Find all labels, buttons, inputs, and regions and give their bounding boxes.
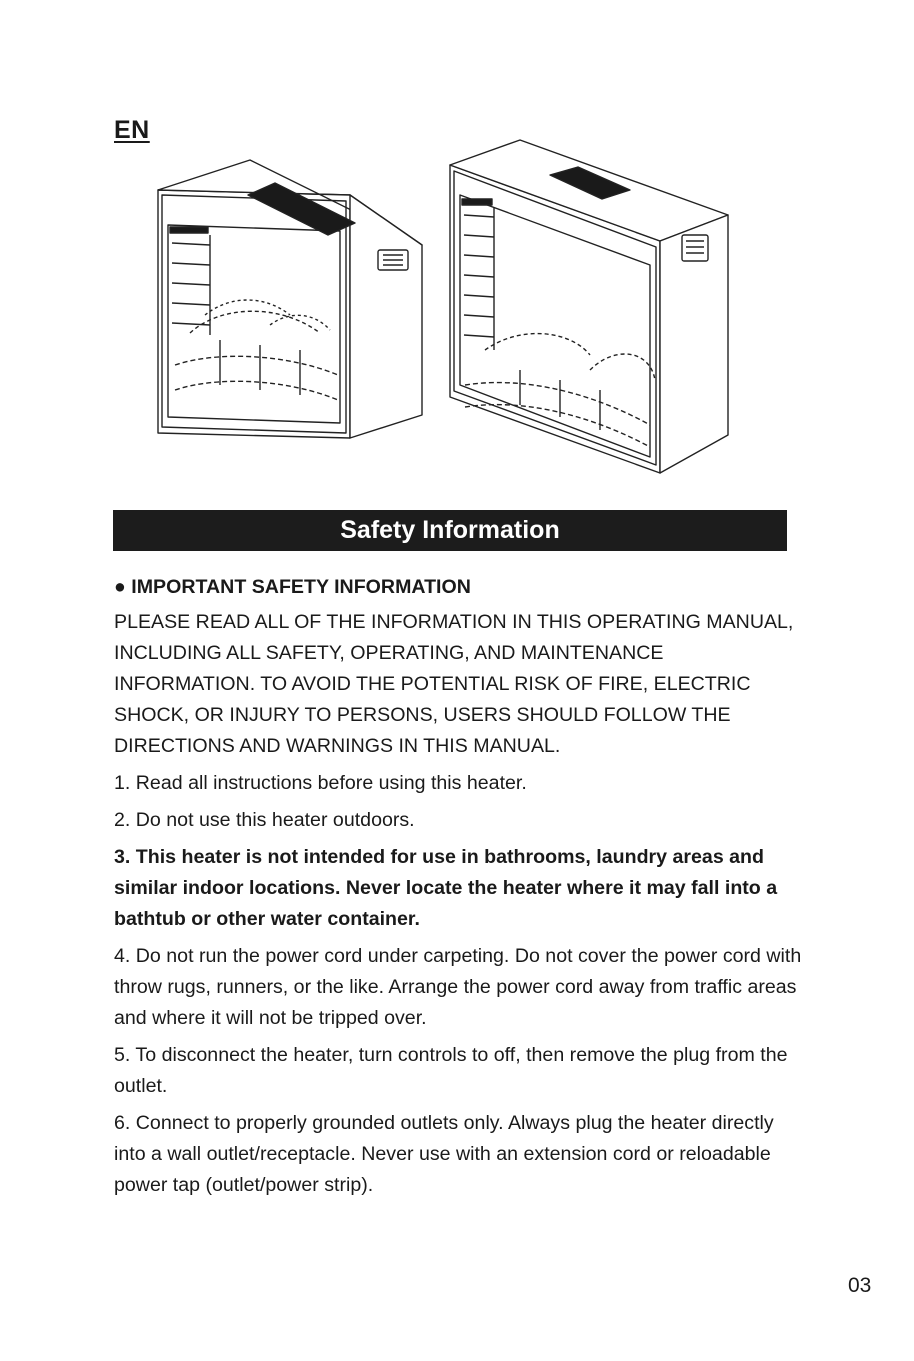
safety-content	[114, 572, 804, 1207]
safety-item-warning: 3. This heater is not intended for use in bathrooms, laundry areas and similar indoor locations. Never locate the heater where it may fall into a bathtub or other water container.	[114, 846, 778, 930]
safety-item: 1. Read all instructions before using this heater.	[114, 772, 527, 794]
page-number: 03	[848, 1274, 872, 1297]
fireplace-insert-illustrations	[150, 135, 730, 480]
fireplace-insert-right	[450, 140, 728, 473]
language-code: EN	[114, 116, 150, 144]
safety-item: 2. Do not use this heater outdoors.	[114, 809, 415, 831]
safety-item: 6. Connect to properly grounded outlets only. Always plug the heater directly into a wall outlet/receptacle. Never use with an extension cord or reloadable power tap (outlet/power strip).	[114, 1112, 774, 1196]
section-title-banner: Safety Information	[113, 510, 787, 551]
safety-item: 4. Do not run the power cord under carpeting. Do not cover the power cord with throw rugs, runners, or the like. Arrange the power cord away from traffic areas and where it will not be tripped over.	[114, 945, 802, 1029]
fireplace-insert-left	[158, 160, 422, 438]
important-safety-intro: PLEASE READ ALL OF THE INFORMATION IN THIS OPERATING MANUAL, INCLUDING ALL SAFETY, OPERATING, AND MAINTENANCE INFORMATION. TO AVOID THE POTENTIAL RISK OF FIRE, ELECTRIC SHOCK, OR INJURY TO PERSONS, USERS SHOULD FOLLOW THE DIRECTIONS AND WARNINGS IN THIS MANUAL.	[114, 611, 794, 757]
important-safety-heading: ● IMPORTANT SAFETY INFORMATION	[114, 576, 471, 598]
safety-item: 5. To disconnect the heater, turn controls to off, then remove the plug from the outlet.	[114, 1044, 788, 1097]
